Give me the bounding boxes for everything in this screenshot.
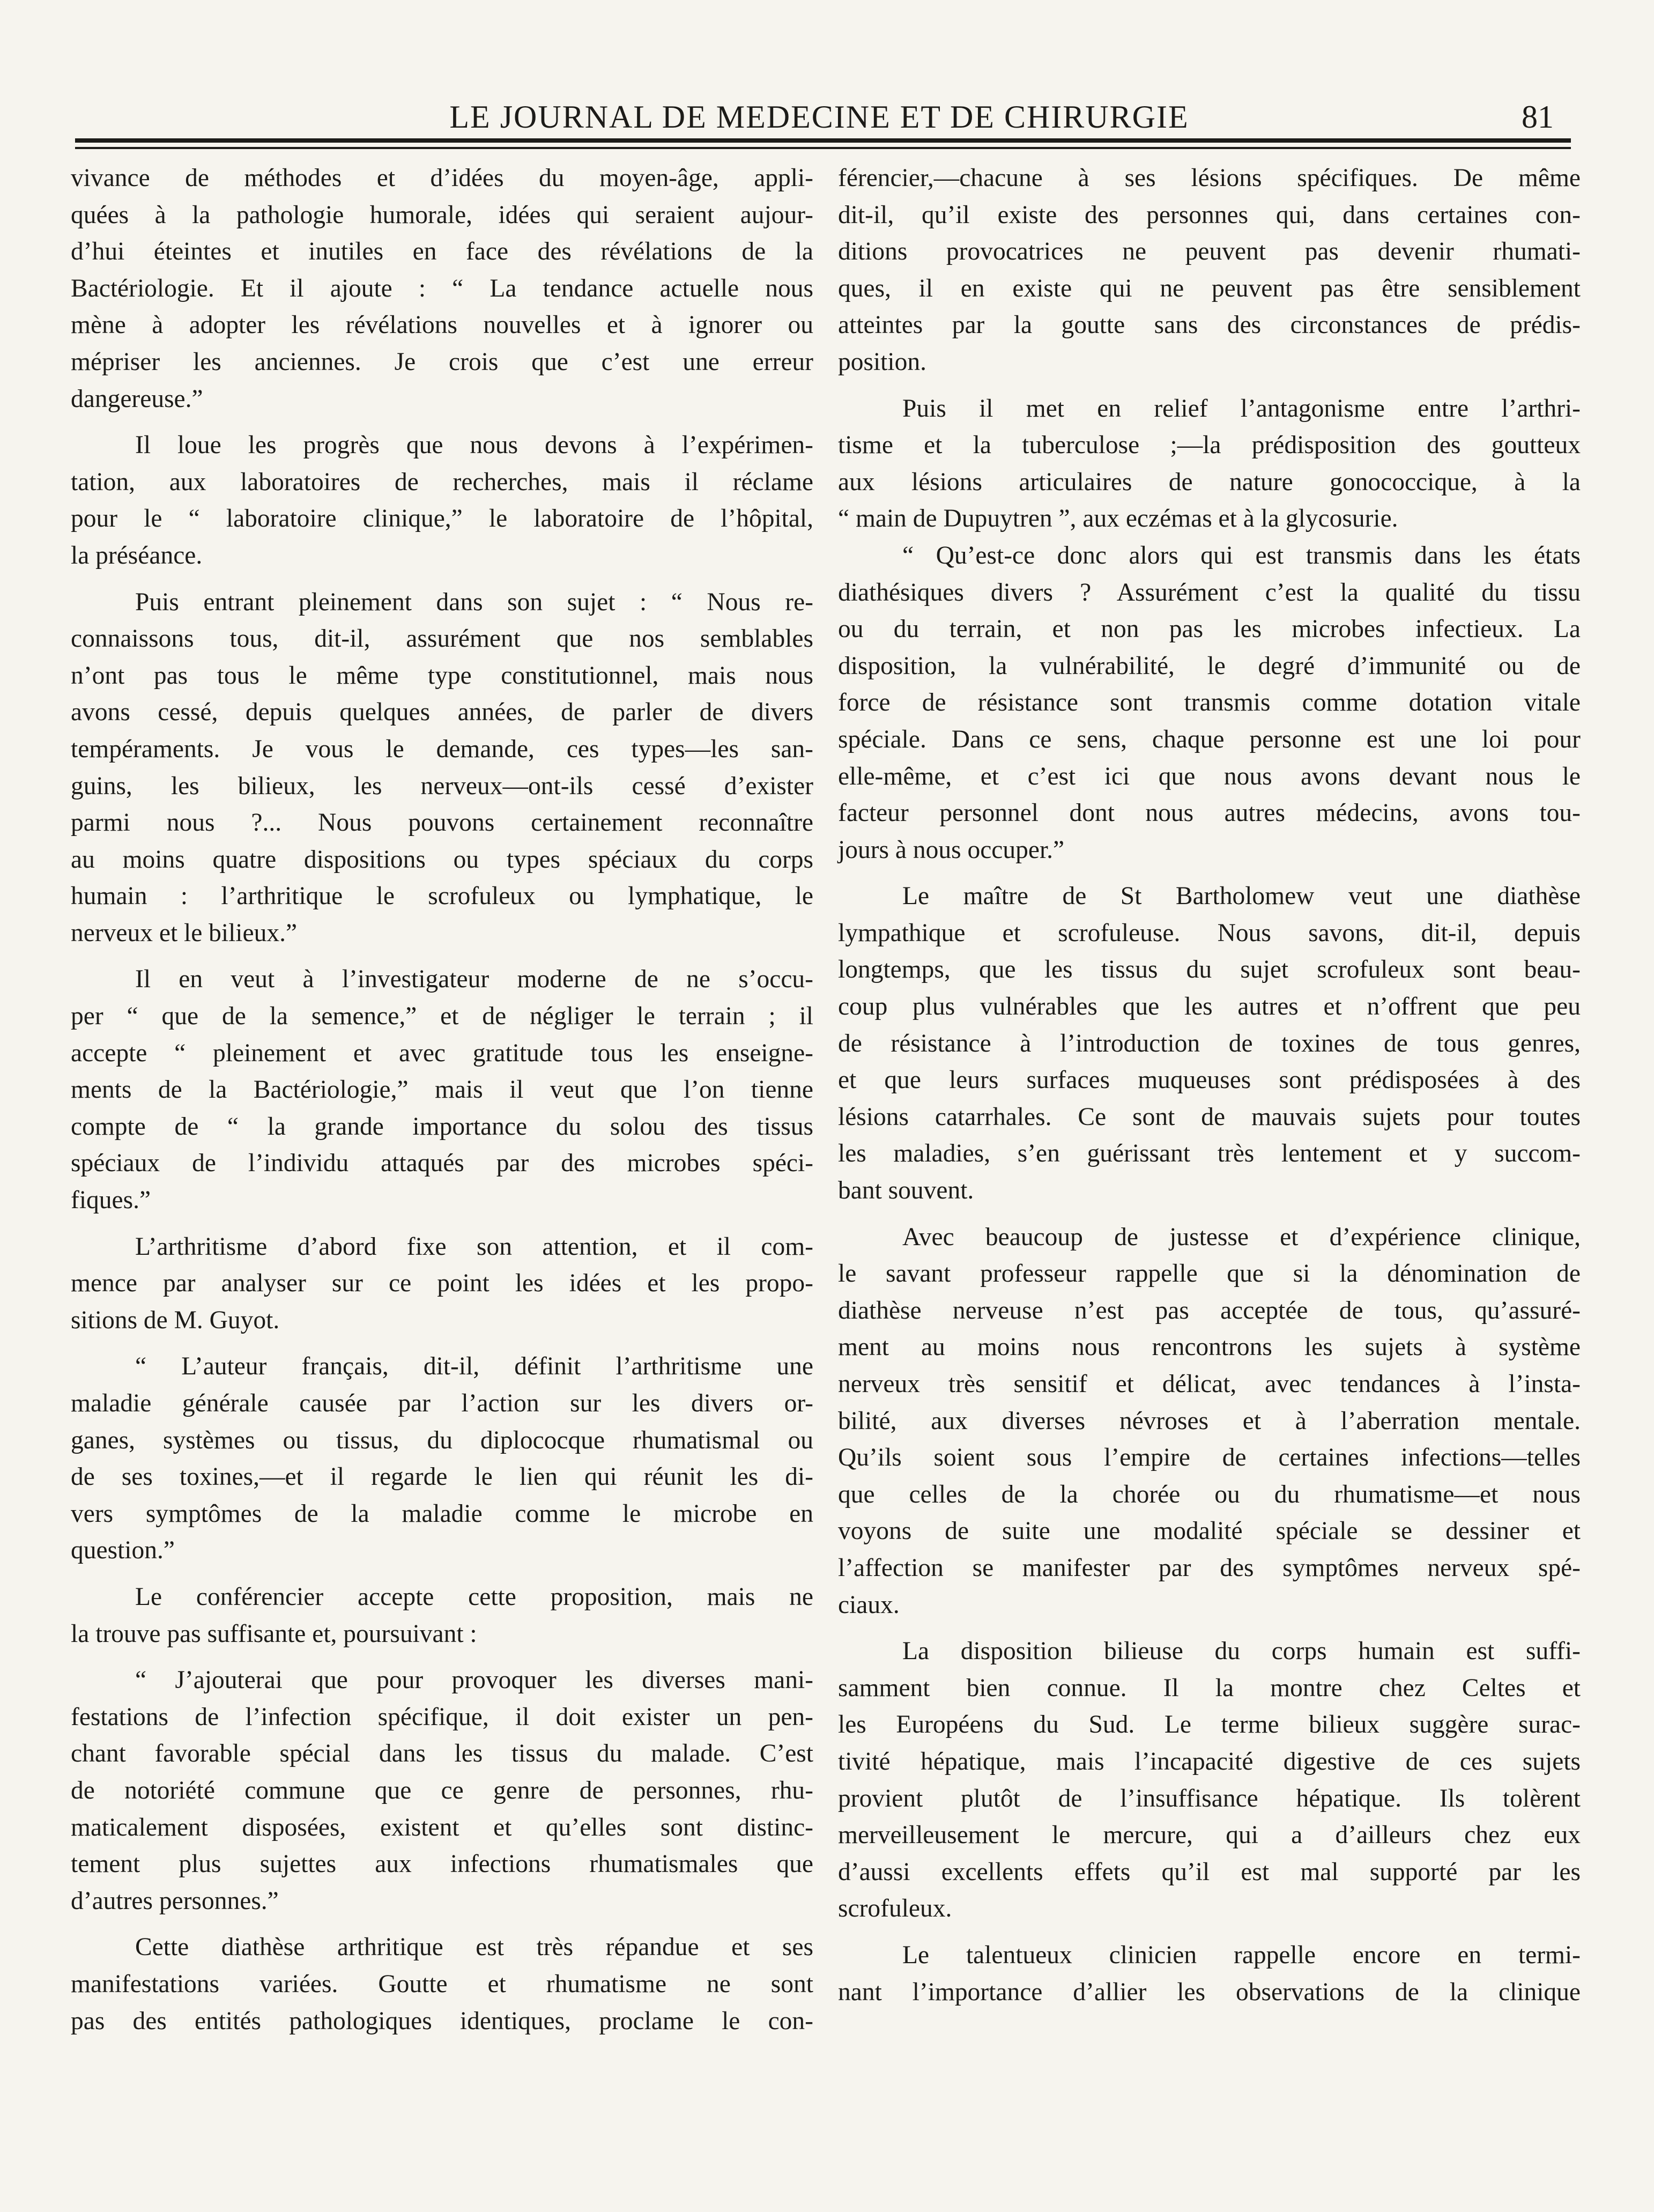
paragraph-gap bbox=[71, 417, 813, 427]
text-line: tisme et la tuberculose ;—la prédisposition des goutteux bbox=[838, 431, 1581, 460]
text-line: nant l’importance d’allier les observations de la clinique bbox=[838, 1978, 1581, 2006]
text-line: ments de la Bactériologie,” mais il veut que l’on tienne bbox=[71, 1076, 813, 1104]
text-line: La disposition bilieuse du corps humain est suffi- bbox=[902, 1637, 1581, 1666]
text-line: les maladies, s’en guérissant très lentement et y succom- bbox=[838, 1140, 1581, 1168]
text-line: ciaux. bbox=[838, 1590, 900, 1619]
text-line: merveilleusement le mercure, qui a d’ailleurs chez eux bbox=[838, 1821, 1581, 1850]
paragraph-gap bbox=[71, 1652, 813, 1662]
text-line: “ main de Dupuytren ”, aux eczémas et à la glycosurie. bbox=[838, 505, 1398, 533]
text-line: ment au moins nous rencontrons les sujets à système bbox=[838, 1333, 1581, 1362]
text-line: tation, aux laboratoires de recherches, mais il réclame bbox=[71, 468, 813, 496]
text-line: manifestations variées. Goutte et rhumatisme ne sont bbox=[71, 1970, 813, 1998]
text-line: lympathique et scrofuleuse. Nous savons, dit-il, depuis bbox=[838, 919, 1581, 947]
text-line: spéciale. Dans ce sens, chaque personne est une loi pour bbox=[838, 725, 1581, 753]
text-line: force de résistance sont transmis comme dotation vitale bbox=[838, 689, 1581, 717]
text-line: jours à nous occuper.” bbox=[838, 835, 1065, 864]
text-line: pour le “ laboratoire clinique,” le laboratoire de l’hôpital, bbox=[71, 505, 813, 533]
text-line: “ L’auteur français, dit-il, définit l’arthritisme une bbox=[135, 1352, 813, 1381]
text-line: L’arthritisme d’abord fixe son attention, et il com- bbox=[135, 1232, 813, 1261]
text-line: tempéraments. Je vous le demande, ces types—les san- bbox=[71, 735, 813, 763]
text-line: Qu’ils soient sous l’empire de certaines infections—telles bbox=[838, 1444, 1581, 1472]
text-line: accepte “ pleinement et avec gratitude tous les enseigne- bbox=[71, 1039, 813, 1067]
text-line: vivance de méthodes et d’idées du moyen-âge, appli- bbox=[71, 164, 813, 192]
text-line: diathèse nerveuse n’est pas acceptée de tous, qu’assuré- bbox=[838, 1296, 1581, 1325]
text-line: Le talentueux clinicien rappelle encore en termi- bbox=[902, 1941, 1581, 1969]
text-line: aux lésions articulaires de nature gonococcique, à la bbox=[838, 468, 1581, 496]
text-line: disposition, la vulnérabilité, le degré d’immunité ou de bbox=[838, 652, 1581, 680]
text-line: position. bbox=[838, 347, 926, 376]
text-line: elle-même, et c’est ici que nous avons devant nous le bbox=[838, 762, 1581, 790]
text-line: guins, les bilieux, les nerveux—ont-ils cessé d’exister bbox=[71, 772, 813, 800]
paragraph-gap bbox=[838, 1623, 1581, 1633]
text-line: vers symptômes de la maladie comme le microbe en bbox=[71, 1499, 813, 1528]
text-line: maladie générale causée par l’action sur les divers or- bbox=[71, 1389, 813, 1417]
text-line: de ses toxines,—et il regarde le lien qui réunit les di- bbox=[71, 1463, 813, 1491]
text-line: “ J’ajouterai que pour provoquer les diverses mani- bbox=[135, 1666, 813, 1695]
paragraph-gap bbox=[71, 574, 813, 584]
text-line: ou du terrain, et non pas les microbes infectieux. La bbox=[838, 615, 1581, 643]
text-line: de notoriété commune que ce genre de personnes, rhu- bbox=[71, 1776, 813, 1804]
paragraph-gap bbox=[838, 381, 1581, 390]
text-line: Il en veut à l’investigateur moderne de ne s’occu- bbox=[135, 965, 813, 994]
text-line: Puis il met en relief l’antagonisme entre l’arthri- bbox=[902, 394, 1581, 423]
text-line: n’ont pas tous le même type constitutionnel, mais nous bbox=[71, 661, 813, 690]
text-line: bilité, aux diverses névroses et à l’aberration mentale. bbox=[838, 1407, 1581, 1435]
paragraph-gap bbox=[838, 868, 1581, 878]
text-line: la trouve pas suffisante et, poursuivant : bbox=[71, 1619, 477, 1648]
text-line: ditions provocatrices ne peuvent pas devenir rhumati- bbox=[838, 238, 1581, 266]
header-rule-thin bbox=[75, 147, 1571, 149]
text-line: diathésiques divers ? Assurément c’est la qualité du tissu bbox=[838, 578, 1581, 606]
paragraph-gap bbox=[71, 1338, 813, 1348]
paragraph-gap bbox=[838, 1927, 1581, 1937]
left-column bbox=[71, 160, 813, 2039]
text-line: Il loue les progrès que nous devons à l’expérimen- bbox=[135, 431, 813, 460]
page-number: 81 bbox=[1522, 99, 1554, 135]
text-line: tement plus sujettes aux infections rhumatismales que bbox=[71, 1850, 813, 1878]
text-line: sitions de M. Guyot. bbox=[71, 1306, 280, 1334]
text-line: ganes, systèmes ou tissus, du diplococque rhumatismal ou bbox=[71, 1426, 813, 1454]
text-line: pas des entités pathologiques identiques, proclame le con- bbox=[71, 2007, 813, 2035]
text-line: tivité hépatique, mais l’incapacité digestive de ces sujets bbox=[838, 1747, 1581, 1775]
text-line: parmi nous ?... Nous pouvons certainement reconnaître bbox=[71, 809, 813, 837]
header-rule-thick bbox=[75, 138, 1571, 143]
paragraph-gap bbox=[838, 1209, 1581, 1219]
running-title: LE JOURNAL DE MEDECINE ET DE CHIRURGIE bbox=[449, 99, 1189, 135]
text-line: facteur personnel dont nous autres médecins, avons tou- bbox=[838, 799, 1581, 827]
text-line: Avec beaucoup de justesse et d’expérience clinique, bbox=[902, 1223, 1581, 1251]
text-line: les Européens du Sud. Le terme bilieux suggère surac- bbox=[838, 1711, 1581, 1739]
text-line: mène à adopter les révélations nouvelles et à ignorer ou bbox=[71, 311, 813, 339]
right-column bbox=[838, 160, 1581, 2010]
text-line: avons cessé, depuis quelques années, de parler de divers bbox=[71, 698, 813, 727]
text-line: per “ que de la semence,” et de négliger le terrain ; il bbox=[71, 1002, 813, 1031]
text-line: Bactériologie. Et il ajoute : “ La tendance actuelle nous bbox=[71, 274, 813, 302]
text-line: scrofuleux. bbox=[838, 1895, 952, 1923]
text-line: “ Qu’est-ce donc alors qui est transmis dans les états bbox=[902, 541, 1581, 569]
text-line: festations de l’infection spécifique, il doit exister un pen- bbox=[71, 1703, 813, 1731]
text-line: humain : l’arthritique le scrofuleux ou lymphatique, le bbox=[71, 882, 813, 911]
text-line: que celles de la chorée ou du rhumatisme—et nous bbox=[838, 1480, 1581, 1508]
text-line: dit-il, qu’il existe des personnes qui, dans certaines con- bbox=[838, 201, 1581, 229]
text-line: maticalement disposées, existent et qu’elles sont distinc- bbox=[71, 1813, 813, 1841]
text-line: connaissons tous, dit-il, assurément que nos semblables bbox=[71, 625, 813, 653]
text-line: spéciaux de l’individu attaqués par des microbes spéci- bbox=[71, 1149, 813, 1178]
text-line: question.” bbox=[71, 1536, 175, 1565]
text-line: nerveux et le bilieux.” bbox=[71, 919, 298, 947]
text-line: dangereuse.” bbox=[71, 384, 203, 413]
text-line: d’autres personnes.” bbox=[71, 1887, 279, 1915]
text-line: d’hui éteintes et inutiles en face des révélations de la bbox=[71, 238, 813, 266]
text-line: le savant professeur rappelle que si la dénomination de bbox=[838, 1260, 1581, 1288]
page-header bbox=[69, 95, 1570, 138]
paragraph-gap bbox=[71, 1219, 813, 1229]
text-line: lésions catarrhales. Ce sont de mauvais sujets pour toutes bbox=[838, 1103, 1581, 1131]
text-line: quées à la pathologie humorale, idées qui seraient aujour- bbox=[71, 201, 813, 229]
text-line: mépriser les anciennes. Je crois que c’est une erreur bbox=[71, 347, 813, 376]
text-line: Cette diathèse arthritique est très répandue et ses bbox=[135, 1933, 813, 1962]
text-line: coup plus vulnérables que les autres et n’offrent que peu bbox=[838, 993, 1581, 1021]
text-line: de résistance à l’introduction de toxines de tous genres, bbox=[838, 1029, 1581, 1057]
text-line: la préséance. bbox=[71, 541, 203, 569]
text-line: l’affection se manifester par des symptômes nerveux spé- bbox=[838, 1553, 1581, 1582]
text-line: voyons de suite une modalité spéciale se dessiner et bbox=[838, 1517, 1581, 1545]
text-line: mence par analyser sur ce point les idées et les propo- bbox=[71, 1269, 813, 1298]
text-line: samment bien connue. Il la montre chez Celtes et bbox=[838, 1674, 1581, 1702]
text-line: Le maître de St Bartholomew veut une diathèse bbox=[902, 882, 1581, 911]
text-line: férencier,—chacune à ses lésions spécifiques. De même bbox=[838, 164, 1581, 192]
text-line: bant souvent. bbox=[838, 1177, 974, 1205]
text-line: longtemps, que les tissus du sujet scrofuleux sont beau- bbox=[838, 956, 1581, 984]
text-line: Le conférencier accepte cette proposition, mais ne bbox=[135, 1582, 813, 1611]
text-line: au moins quatre dispositions ou types spéciaux du corps bbox=[71, 845, 813, 874]
text-line: compte de “ la grande importance du solou des tissus bbox=[71, 1112, 813, 1141]
text-line: d’aussi excellents effets qu’il est mal supporté par les bbox=[838, 1858, 1581, 1886]
text-line: ques, il en existe qui ne peuvent pas être sensiblement bbox=[838, 274, 1581, 302]
text-line: Puis entrant pleinement dans son sujet : “ Nous re- bbox=[135, 588, 813, 616]
text-line: fiques.” bbox=[71, 1186, 151, 1215]
text-line: chant favorable spécial dans les tissus du malade. C’est bbox=[71, 1740, 813, 1768]
text-line: provient plutôt de l’insuffisance hépatique. Ils tolèrent bbox=[838, 1784, 1581, 1812]
paragraph-gap bbox=[71, 1569, 813, 1579]
paragraph-gap bbox=[71, 1919, 813, 1929]
text-line: nerveux très sensitif et délicat, avec tendances à l’insta- bbox=[838, 1370, 1581, 1398]
paragraph-gap bbox=[71, 951, 813, 961]
text-line: et que leurs surfaces muqueuses sont prédisposées à des bbox=[838, 1066, 1581, 1094]
text-line: atteintes par la goutte sans des circonstances de prédis- bbox=[838, 311, 1581, 339]
